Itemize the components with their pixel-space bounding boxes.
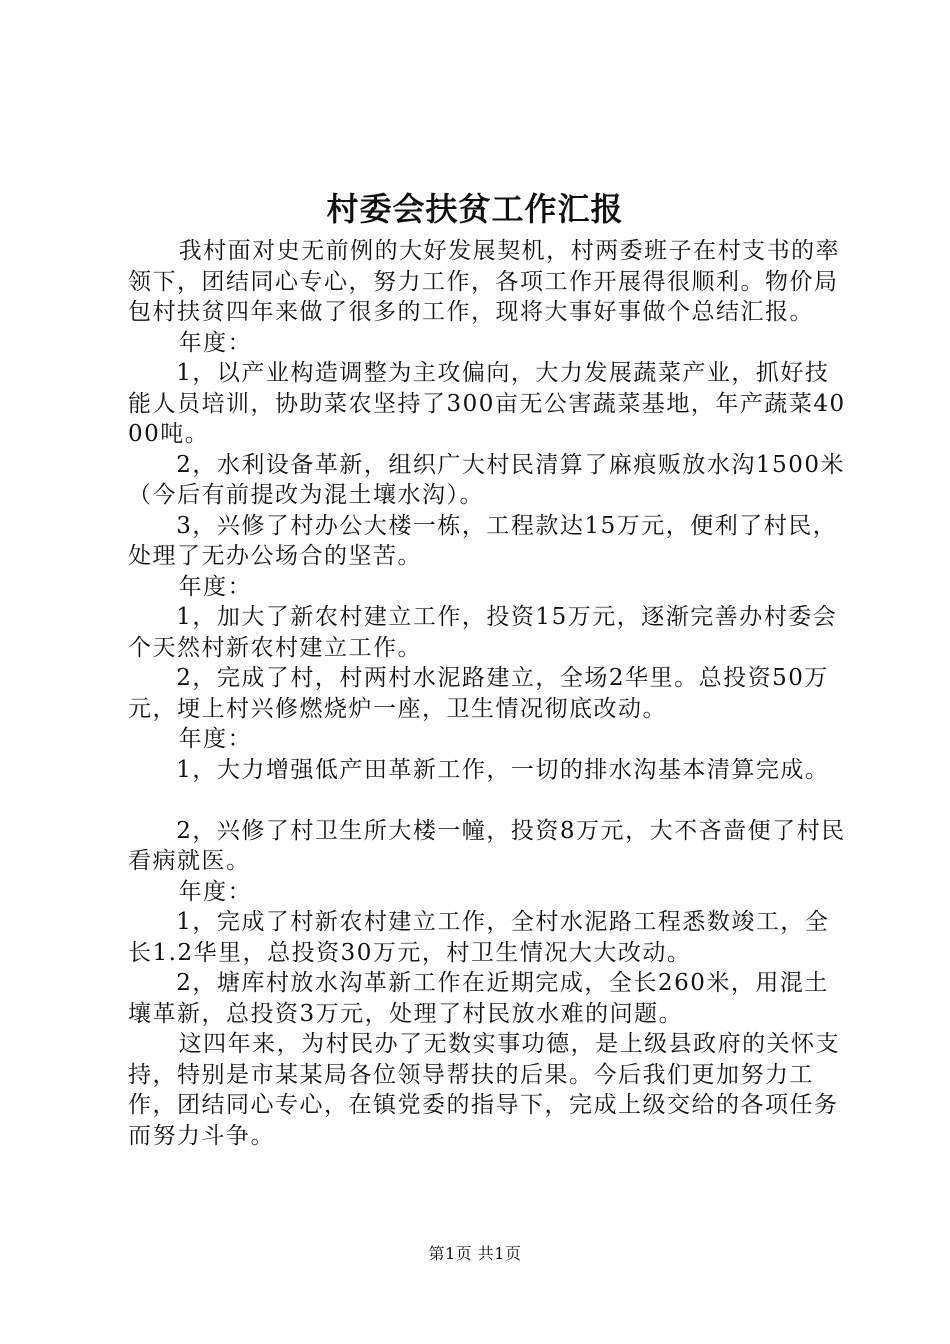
- paragraph-item: 2，完成了村，村两村水泥路建立，全场2华里。总投资50万元，埂上村兴修燃烧炉一座，卫生情况彻底改动。: [128, 665, 829, 722]
- paragraph-conclusion: 这四年来，为村民办了无数实事功德，是上级县政府的关怀支持，特别是市某某局各位领导帮扶的后果。今后我们更加努力工作，团结同心专心，在镇党委的指导下，完成上级交给的各项任务而努力斗争。: [128, 1031, 841, 1149]
- paragraph-item: 2，塘库村放水沟革新工作在近期完成，全长260米，用混土壤革新，总投资3万元，处理了村民放水难的问题。: [128, 970, 829, 1027]
- paragraph-year-heading: 年度：: [178, 726, 253, 752]
- page-total: 共1页: [477, 1244, 522, 1263]
- paragraph-item: 1，大力增强低产田革新工作，一切的排水沟基本清算完成。: [176, 756, 830, 783]
- document-body: [128, 236, 848, 1151]
- paragraph-intro: 我村面对史无前例的大好发展契机，村两委班子在村支书的率领下，团结同心专心，努力工作，各项工作开展得很顺利。物价局包村扶贫四年来做了很多的工作，现将大事好事做个总结汇报。: [128, 238, 841, 325]
- paragraph-year-heading: 年度：: [178, 329, 253, 356]
- paragraph-year-heading: 年度：: [178, 878, 253, 905]
- page-number: 第1页: [428, 1244, 473, 1263]
- paragraph-item: 2，水利设备革新，组织广大村民清算了麻痕贩放水沟1500米（今后有前提改为混土壤水沟）。: [128, 451, 845, 508]
- paragraph-year-heading: 年度：: [178, 573, 253, 600]
- paragraph-item: 2，兴修了村卫生所大楼一幢，投资8万元，大不吝啬便了村民看病就医。: [128, 817, 846, 874]
- paragraph-item: 1，完成了村新农村建立工作，全村水泥路工程悉数竣工，全长1.2华里，总投资30万元，村卫生情况大大改动。: [128, 909, 830, 966]
- document-title: 村委会扶贫工作汇报: [326, 190, 624, 228]
- page-footer: [0, 1242, 950, 1266]
- paragraph-item: 3，兴修了村办公大楼一栋，工程款达15万元，便利了村民，处理了无办公场合的坚苦。: [128, 512, 838, 569]
- paragraph-item: 1，以产业构造调整为主攻偏向，大力发展蔬菜产业，抓好技能人员培训，协助菜农坚持了300亩无公害蔬菜基地，年产蔬菜4000吨。: [128, 360, 846, 447]
- paragraph-item: 1，加大了新农村建立工作，投资15万元，逐渐完善办村委会个天然村新农村建立工作。: [128, 604, 838, 661]
